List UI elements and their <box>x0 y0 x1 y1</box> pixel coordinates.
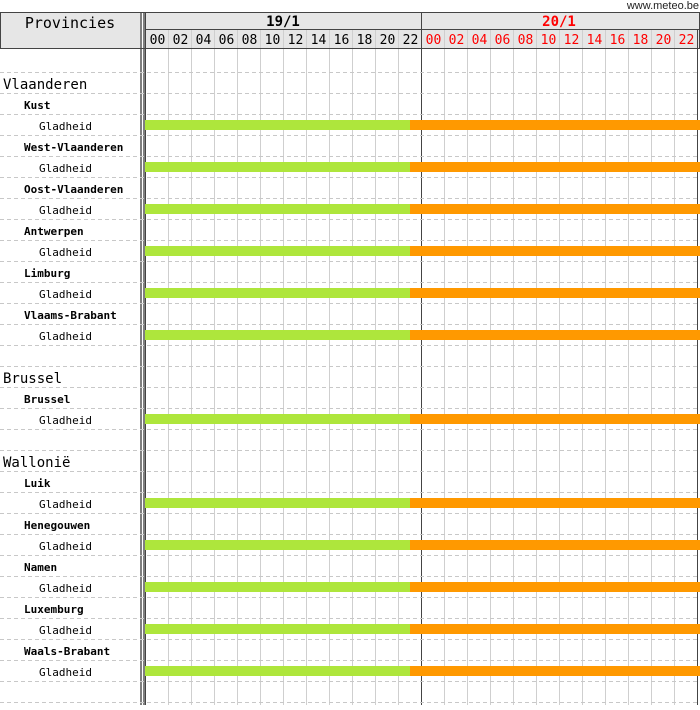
warning-bar-today <box>145 624 410 634</box>
province-label: Vlaams-Brabant <box>24 309 117 322</box>
warning-bar-today <box>145 162 410 172</box>
hour-label: 22 <box>678 33 695 48</box>
warning-bar-today <box>145 288 410 298</box>
province-label: Antwerpen <box>24 225 84 238</box>
hour-label: 20 <box>655 33 672 48</box>
hour-label: 02 <box>448 33 465 48</box>
region-label: Wallonië <box>3 455 71 471</box>
parameter-label: Gladheid <box>39 246 92 259</box>
hour-label: 14 <box>586 33 603 48</box>
province-label: Kust <box>24 99 51 112</box>
province-label: Luik <box>24 477 51 490</box>
hour-label: 12 <box>287 33 304 48</box>
warning-bar-today <box>145 414 410 424</box>
province-label: Namen <box>24 561 58 574</box>
warning-bar-tomorrow <box>410 162 700 172</box>
warning-bar-today <box>145 120 410 130</box>
warning-bar-today <box>145 540 410 550</box>
parameter-label: Gladheid <box>39 204 92 217</box>
hour-label: 10 <box>540 33 557 48</box>
hour-label: 06 <box>494 33 511 48</box>
hour-label: 18 <box>356 33 373 48</box>
warning-bar-tomorrow <box>410 498 700 508</box>
source-watermark: www.meteo.be <box>626 0 699 12</box>
hour-label: 04 <box>195 33 212 48</box>
province-label: Luxemburg <box>24 603 84 616</box>
hour-label: 18 <box>632 33 649 48</box>
province-label: Henegouwen <box>24 519 91 532</box>
warning-bar-tomorrow <box>410 288 700 298</box>
hour-label: 02 <box>172 33 189 48</box>
warning-bar-tomorrow <box>410 330 700 340</box>
warning-bar-tomorrow <box>410 540 700 550</box>
hour-label: 12 <box>563 33 580 48</box>
hour-label: 22 <box>402 33 419 48</box>
warning-bar-today <box>145 582 410 592</box>
hour-label: 08 <box>517 33 534 48</box>
parameter-label: Gladheid <box>39 162 92 175</box>
hour-label: 14 <box>310 33 327 48</box>
parameter-label: Gladheid <box>39 120 92 133</box>
province-label: Waals-Brabant <box>24 645 111 658</box>
parameter-label: Gladheid <box>39 330 92 343</box>
hour-label: 04 <box>471 33 488 48</box>
hour-label: 16 <box>609 33 626 48</box>
hour-label: 06 <box>218 33 235 48</box>
warning-bar-tomorrow <box>410 582 700 592</box>
warning-bar-today <box>145 204 410 214</box>
warning-bar-tomorrow <box>410 246 700 256</box>
warning-bar-tomorrow <box>410 624 700 634</box>
corner-label: Provincies <box>24 14 116 32</box>
region-label: Brussel <box>3 371 63 387</box>
province-label: Limburg <box>24 267 71 280</box>
hour-label: 10 <box>264 33 281 48</box>
day-label: 20/1 <box>542 14 576 30</box>
region-label: Vlaanderen <box>3 77 88 93</box>
hour-label: 16 <box>333 33 350 48</box>
parameter-label: Gladheid <box>39 414 92 427</box>
province-label: West-Vlaanderen <box>24 141 124 154</box>
warning-bar-tomorrow <box>410 120 700 130</box>
warning-bar-tomorrow <box>410 666 700 676</box>
parameter-label: Gladheid <box>39 624 92 637</box>
warning-bar-today <box>145 498 410 508</box>
hour-label: 00 <box>425 33 442 48</box>
province-label: Brussel <box>24 393 71 406</box>
parameter-label: Gladheid <box>39 540 92 553</box>
province-label: Oost-Vlaanderen <box>24 183 124 196</box>
warning-bar-today <box>145 246 410 256</box>
warning-bar-tomorrow <box>410 204 700 214</box>
day-label: 19/1 <box>266 14 300 30</box>
parameter-label: Gladheid <box>39 582 92 595</box>
warning-bar-today <box>145 666 410 676</box>
parameter-label: Gladheid <box>39 288 92 301</box>
parameter-label: Gladheid <box>39 666 92 679</box>
parameter-label: Gladheid <box>39 498 92 511</box>
warning-bar-tomorrow <box>410 414 700 424</box>
hour-label: 20 <box>379 33 396 48</box>
hour-label: 00 <box>149 33 166 48</box>
warning-bar-today <box>145 330 410 340</box>
hour-label: 08 <box>241 33 258 48</box>
